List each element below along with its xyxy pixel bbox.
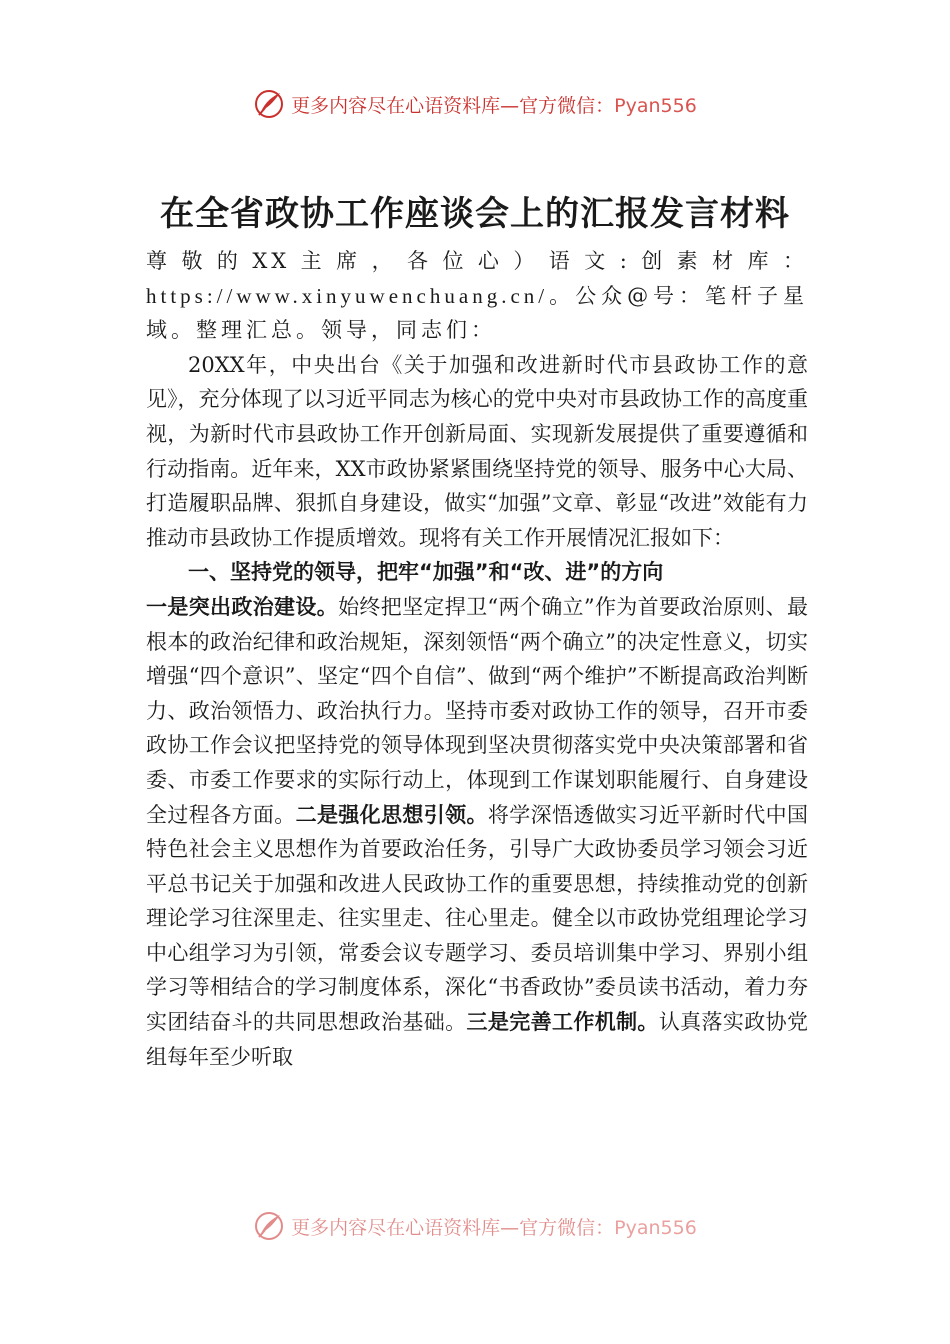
document-body — [146, 244, 808, 1219]
banner-text: 更多内容尽在心语资料库—官方微信：Pyan556 — [291, 94, 697, 117]
quill-logo-icon — [253, 1210, 285, 1242]
footer-watermark-banner — [0, 1206, 950, 1246]
banner-wechat: Pyan556 — [614, 94, 697, 117]
greeting-paragraph: 尊敬的XX主席，各位心）语文:创素材库：https://www.xinyuwenchuang.cn/。公众@号：笔杆子星域。整理汇总。领导，同志们： — [146, 249, 808, 343]
header-watermark-banner — [0, 84, 950, 124]
document-title: 在全省政协工作座谈会上的汇报发言材料 — [160, 194, 790, 234]
banner-wechat: Pyan556 — [614, 1216, 697, 1239]
intro-paragraph: 20XX年，中央出台《关于加强和改进新时代市县政协工作的意见》，充分体现了以习近平同志为核心的党中央对市县政协工作的高度重视，为新时代市县政协工作开创新局面、实现新发展提供了重要遵循和行动指南。近年来，XX市政协紧紧围绕坚持党的领导、服务中心大局、打造履职品牌、狠抓自身建设，做实“加强”文章、彰显“改进”效能有力推动市县政协工作提质增效。现将有关工作开展情况汇报如下： — [146, 352, 808, 550]
banner-text: 更多内容尽在心语资料库—官方微信：Pyan556 — [291, 1216, 697, 1239]
section-1-body: 一是突出政治建设。始终把坚定捍卫“两个确立”作为首要政治原则、最根本的政治纪律和政治规矩，深刻领悟“两个确立”的决定性意义，切实增强“四个意识”、坚定“四个自信”、做到“两个维护”不断提高政治判断力、政治领悟力、政治执行力。坚持市委对政协工作的领导，召开市委政协工作会议把坚持党的领导体现到坚决贯彻落实党中央决策部署和省委、市委工作要求的实际行动上，体现到工作谋划职能履行、自身建设全过程各方面。二是强化思想引领。将学深悟透做实习近平新时代中国特色社会主义思想作为首要政治任务，引导广大政协委员学习领会习近平总书记关于加强和改进人民政协工作的重要思想，持续推动党的创新理论学习往深里走、往实里走、往心里走。健全以市政协党组理论学习中心组学习为引领，常委会议专题学习、委员培训集中学习、界别小组学习等相结合的学习制度体系，深化“书香政协”委员读书活动，着力夯实团结奋斗的共同思想政治基础。三是完善工作机制。认真落实政协党组每年至少听取 — [146, 594, 808, 1069]
greeting-url: https://www.xinyuwenchuang.cn/ — [146, 283, 549, 308]
section-heading-1: 一、坚持党的领导，把牢“加强”和“改、进”的方向 — [188, 560, 664, 585]
point-1-heading: 一是突出政治建设。 — [146, 594, 339, 619]
point-2-heading: 二是强化思想引领。 — [295, 802, 488, 827]
point-3-heading: 三是完善工作机制。 — [466, 1010, 659, 1035]
quill-logo-icon — [253, 88, 285, 120]
